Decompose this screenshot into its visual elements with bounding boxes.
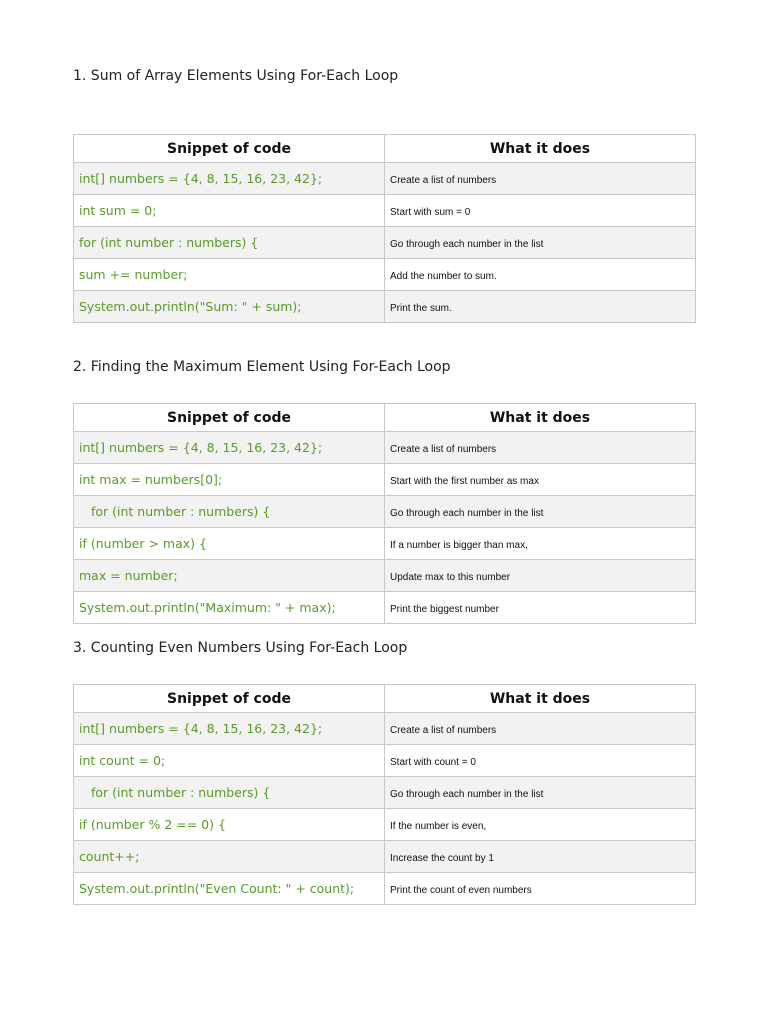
description-cell: Start with sum = 0 — [385, 195, 696, 227]
code-cell: for (int number : numbers) { — [74, 227, 385, 259]
code-cell: int sum = 0; — [74, 195, 385, 227]
code-cell: System.out.println("Even Count: " + count); — [74, 873, 385, 905]
column-header-code: Snippet of code — [74, 404, 385, 432]
description-cell: If the number is even, — [385, 809, 696, 841]
code-cell: if (number % 2 == 0) { — [74, 809, 385, 841]
description-cell: Print the sum. — [385, 291, 696, 323]
code-cell: int max = numbers[0]; — [74, 464, 385, 496]
code-cell: int[] numbers = {4, 8, 15, 16, 23, 42}; — [74, 163, 385, 195]
description-cell: Start with the first number as max — [385, 464, 696, 496]
description-cell: Create a list of numbers — [385, 432, 696, 464]
column-header-description: What it does — [385, 685, 696, 713]
table-row — [74, 259, 696, 291]
description-cell: If a number is bigger than max, — [385, 528, 696, 560]
code-cell: System.out.println("Maximum: " + max); — [74, 592, 385, 624]
column-header-description: What it does — [385, 135, 696, 163]
table-row — [74, 227, 696, 259]
table-row — [74, 841, 696, 873]
table-row — [74, 432, 696, 464]
description-cell: Increase the count by 1 — [385, 841, 696, 873]
section-2-heading: 2. Finding the Maximum Element Using For-Each Loop — [73, 359, 451, 375]
table-row — [74, 745, 696, 777]
table-row — [74, 873, 696, 905]
table-row — [74, 496, 696, 528]
code-cell: for (int number : numbers) { — [74, 496, 385, 528]
table-row — [74, 713, 696, 745]
table-row — [74, 291, 696, 323]
code-cell: if (number > max) { — [74, 528, 385, 560]
description-cell: Go through each number in the list — [385, 227, 696, 259]
code-cell: int count = 0; — [74, 745, 385, 777]
description-cell: Go through each number in the list — [385, 777, 696, 809]
description-cell: Go through each number in the list — [385, 496, 696, 528]
section-2-table — [73, 403, 696, 624]
section-3-heading: 3. Counting Even Numbers Using For-Each Loop — [73, 640, 408, 656]
section-1-table — [73, 134, 696, 323]
code-cell: sum += number; — [74, 259, 385, 291]
description-cell: Create a list of numbers — [385, 163, 696, 195]
code-cell: int[] numbers = {4, 8, 15, 16, 23, 42}; — [74, 432, 385, 464]
table-row — [74, 195, 696, 227]
table-row — [74, 777, 696, 809]
table-row — [74, 592, 696, 624]
column-header-code: Snippet of code — [74, 135, 385, 163]
code-cell: count++; — [74, 841, 385, 873]
description-cell: Update max to this number — [385, 560, 696, 592]
description-cell: Create a list of numbers — [385, 713, 696, 745]
description-cell: Start with count = 0 — [385, 745, 696, 777]
section-3-table — [73, 684, 696, 905]
column-header-code: Snippet of code — [74, 685, 385, 713]
column-header-description: What it does — [385, 404, 696, 432]
table-header-row — [74, 685, 696, 713]
code-cell: int[] numbers = {4, 8, 15, 16, 23, 42}; — [74, 713, 385, 745]
table-row — [74, 163, 696, 195]
description-cell: Print the biggest number — [385, 592, 696, 624]
table-row — [74, 528, 696, 560]
table-row — [74, 464, 696, 496]
description-cell: Add the number to sum. — [385, 259, 696, 291]
description-cell: Print the count of even numbers — [385, 873, 696, 905]
table-header-row — [74, 404, 696, 432]
table-header-row — [74, 135, 696, 163]
table-row — [74, 809, 696, 841]
table-row — [74, 560, 696, 592]
code-cell: System.out.println("Sum: " + sum); — [74, 291, 385, 323]
code-cell: max = number; — [74, 560, 385, 592]
section-1-heading: 1. Sum of Array Elements Using For-Each Loop — [73, 68, 399, 84]
code-cell: for (int number : numbers) { — [74, 777, 385, 809]
